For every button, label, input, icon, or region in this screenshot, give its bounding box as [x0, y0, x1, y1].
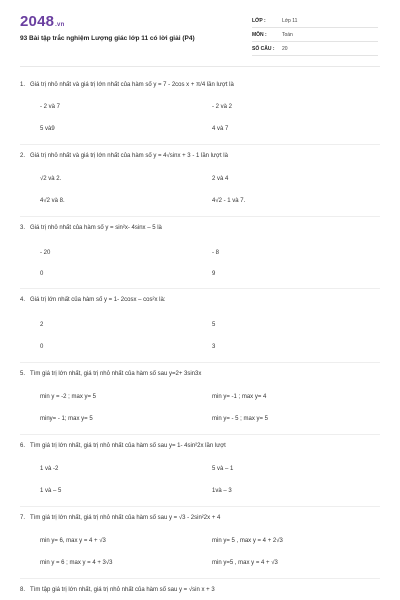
option-d[interactable]: min y= - 5 ; max y= 5: [212, 416, 269, 422]
question-divider: [20, 216, 380, 217]
question-3: [20, 225, 380, 231]
question-text: Tìm tập giá trị lớn nhất, giá trị nhỏ nhất của hàm số sau y = √sin x + 3: [30, 587, 215, 593]
question-number: 2.: [20, 153, 26, 159]
option-c[interactable]: miny= - 1; max y= 5: [40, 416, 93, 422]
question-number: 4.: [20, 297, 26, 303]
meta-value: Toán: [282, 31, 293, 38]
meta-row-class: [252, 14, 378, 28]
logo-suffix: .vn: [55, 22, 65, 28]
question-1: [20, 82, 380, 88]
meta-panel: [252, 14, 378, 56]
option-c[interactable]: 1 và – 5: [40, 488, 62, 494]
question-divider: [20, 506, 380, 507]
option-d[interactable]: 3: [212, 344, 216, 350]
question-text: Giá trị nhỏ nhất của hàm số y = sin²x- 4sinx – 5 là: [30, 225, 162, 231]
option-d[interactable]: 4√2 - 1 và 7.: [212, 198, 246, 204]
meta-row-subject: [252, 28, 378, 42]
option-c[interactable]: min y = 6 ; max y = 4 + 3√3: [40, 560, 113, 566]
meta-key: LỚP :: [252, 17, 266, 24]
option-d[interactable]: 9: [212, 271, 216, 277]
option-b[interactable]: - 8: [212, 250, 220, 256]
option-b[interactable]: - 2 và 2: [212, 104, 233, 110]
question-6: [20, 443, 380, 449]
header-divider: [20, 66, 380, 67]
option-a[interactable]: - 20: [40, 250, 51, 256]
question-divider: [20, 144, 380, 145]
site-logo[interactable]: [20, 13, 64, 30]
question-2: [20, 153, 380, 159]
question-number: 7.: [20, 515, 26, 521]
question-divider: [20, 362, 380, 363]
option-a[interactable]: 1 và -2: [40, 466, 59, 472]
option-b[interactable]: 2 và 4: [212, 176, 229, 182]
option-d[interactable]: min y=5 , max y = 4 + √3: [212, 560, 278, 566]
question-4: [20, 297, 380, 303]
option-b[interactable]: min y= -1 ; max y= 4: [212, 394, 267, 400]
question-text: Tìm giá trị lớn nhất, giá trị nhỏ nhất của hàm số sau y = √3 - 2sin²2x + 4: [30, 515, 221, 521]
option-d[interactable]: 4 và 7: [212, 126, 229, 132]
question-number: 6.: [20, 443, 26, 449]
option-b[interactable]: 5 và – 1: [212, 466, 234, 472]
option-a[interactable]: 2: [40, 322, 44, 328]
option-b[interactable]: 5: [212, 322, 216, 328]
option-a[interactable]: min y= 6, max y = 4 + √3: [40, 538, 106, 544]
question-text: Giá trị nhỏ nhất và giá trị lớn nhất của hàm số y = 7 - 2cos x + π/4 lần lượt là: [30, 82, 234, 88]
question-text: Tìm giá trị lớn nhất, giá trị nhỏ nhất của hàm số sau y= 1- 4sin²2x lần lượt: [30, 443, 226, 449]
option-c[interactable]: 0: [40, 344, 44, 350]
question-divider: [20, 578, 380, 579]
page-header: [0, 0, 400, 62]
question-7: [20, 515, 380, 521]
option-d[interactable]: 1và – 3: [212, 488, 232, 494]
meta-key: MÔN :: [252, 31, 267, 38]
option-a[interactable]: min y = -2 ; max y= 5: [40, 394, 97, 400]
meta-key: SỐ CÂU :: [252, 45, 275, 52]
document-title: 93 Bài tập trắc nghiệm Lượng giác lớp 11 có lời giải (P4): [20, 35, 195, 42]
option-b[interactable]: min y= 5 , max y = 4 + 2√3: [212, 538, 283, 544]
meta-row-count: [252, 42, 378, 56]
meta-value: Lớp 11: [282, 17, 298, 24]
option-a[interactable]: - 2 và 7: [40, 104, 61, 110]
question-5: [20, 371, 380, 377]
option-c[interactable]: 0: [40, 271, 44, 277]
question-text: Tìm giá trị lớn nhất, giá trị nhỏ nhất của hàm số sau y=2+ 3sin3x: [30, 371, 202, 377]
meta-value: 20: [282, 45, 288, 52]
question-number: 5.: [20, 371, 26, 377]
option-a[interactable]: √2 và 2.: [40, 176, 62, 182]
question-number: 3.: [20, 225, 26, 231]
question-divider: [20, 288, 380, 289]
question-text: Giá trị nhỏ nhất và giá trị lớn nhất của hàm số y = 4√sinx + 3 - 1 lần lượt là: [30, 153, 228, 159]
question-text: Giá trị lớn nhất của hàm số y = 1- 2cosx – cos²x là:: [30, 297, 166, 303]
question-8: [20, 587, 380, 593]
option-c[interactable]: 5 và9: [40, 126, 55, 132]
logo-text: 2048: [20, 13, 55, 30]
option-c[interactable]: 4√2 và 8.: [40, 198, 65, 204]
question-number: 8.: [20, 587, 26, 593]
question-number: 1.: [20, 82, 26, 88]
question-divider: [20, 434, 380, 435]
